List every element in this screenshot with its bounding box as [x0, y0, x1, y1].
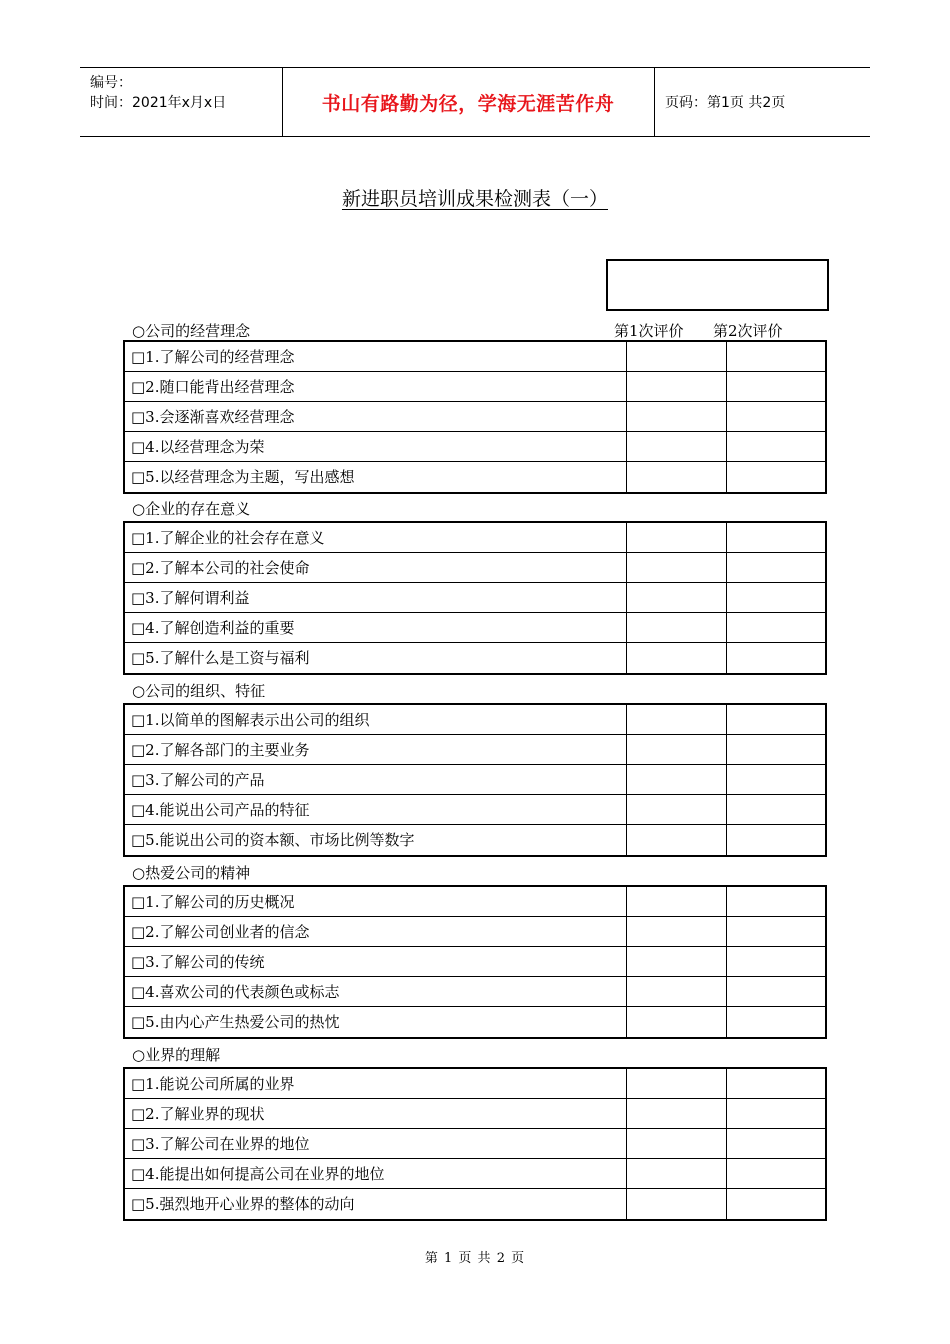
first-eval-cell[interactable] [627, 765, 727, 794]
table-row [125, 735, 825, 765]
first-eval-cell[interactable] [627, 947, 727, 976]
document-title-text: 新进职员培训成果检测表（一） [341, 188, 608, 210]
section-heading: ○业界的理解 [132, 1046, 221, 1064]
section-heading: ○企业的存在意义 [132, 500, 251, 518]
section-table [123, 703, 827, 857]
section-heading: ○热爱公司的精神 [132, 864, 251, 882]
second-eval-cell[interactable] [727, 462, 825, 492]
page-footer: 第 1 页 共 2 页 [424, 1251, 526, 1266]
table-row [125, 583, 825, 613]
header-left-cell [80, 68, 283, 136]
item-text: □3.了解公司的产品 [125, 765, 627, 794]
item-text: □1.了解公司的历史概况 [125, 887, 627, 916]
item-text: □4.以经营理念为荣 [125, 432, 627, 461]
second-eval-cell[interactable] [727, 1099, 825, 1128]
table-row [125, 372, 825, 402]
table-row [125, 825, 825, 855]
first-eval-cell[interactable] [627, 1189, 727, 1219]
table-row [125, 917, 825, 947]
table-row [125, 613, 825, 643]
section-heading: ○公司的经营理念 [132, 322, 251, 340]
number-label: 编号： [90, 75, 132, 91]
second-eval-cell[interactable] [727, 553, 825, 582]
column-header-second: 第2次评价 [713, 322, 783, 340]
motto-text: 书山有路勤为径，学海无涯苦作舟 [321, 92, 615, 115]
item-text: □5.能说出公司的资本额、市场比例等数字 [125, 825, 627, 855]
table-row [125, 643, 825, 673]
column-header-first: 第1次评价 [614, 322, 684, 340]
table-row [125, 765, 825, 795]
second-eval-cell[interactable] [727, 1129, 825, 1158]
first-eval-cell[interactable] [627, 432, 727, 461]
second-eval-cell[interactable] [727, 825, 825, 855]
first-eval-cell[interactable] [627, 735, 727, 764]
item-text: □2.随口能背出经营理念 [125, 372, 627, 401]
first-eval-cell[interactable] [627, 887, 727, 916]
first-eval-cell[interactable] [627, 523, 727, 552]
table-row [125, 1129, 825, 1159]
second-eval-cell[interactable] [727, 402, 825, 431]
second-eval-cell[interactable] [727, 765, 825, 794]
item-text: □1.了解公司的经营理念 [125, 342, 627, 371]
second-eval-cell[interactable] [727, 372, 825, 401]
document-title [0, 184, 950, 211]
table-row [125, 795, 825, 825]
table-row [125, 523, 825, 553]
time-line: 时间：2021年x月x日 [90, 95, 227, 111]
section-table [123, 340, 827, 494]
item-text: □2.了解公司创业者的信念 [125, 917, 627, 946]
second-eval-cell[interactable] [727, 705, 825, 734]
first-eval-cell[interactable] [627, 372, 727, 401]
item-text: □3.了解何谓利益 [125, 583, 627, 612]
first-eval-cell[interactable] [627, 643, 727, 673]
section-heading: ○公司的组织、特征 [132, 682, 266, 700]
header-page-info: 页码：第1页 共2页 [665, 95, 786, 111]
first-eval-cell[interactable] [627, 342, 727, 371]
first-eval-cell[interactable] [627, 795, 727, 824]
table-row [125, 1189, 825, 1219]
first-eval-cell[interactable] [627, 977, 727, 1006]
table-row [125, 342, 825, 372]
second-eval-cell[interactable] [727, 977, 825, 1006]
section-table [123, 885, 827, 1039]
item-text: □4.能提出如何提高公司在业界的地位 [125, 1159, 627, 1188]
document-header [80, 67, 870, 137]
first-eval-cell[interactable] [627, 705, 727, 734]
item-text: □3.了解公司在业界的地位 [125, 1129, 627, 1158]
first-eval-cell[interactable] [627, 613, 727, 642]
table-row [125, 705, 825, 735]
item-text: □3.会逐渐喜欢经营理念 [125, 402, 627, 431]
table-row [125, 462, 825, 492]
first-eval-cell[interactable] [627, 1099, 727, 1128]
item-text: □5.强烈地开心业界的整体的动向 [125, 1189, 627, 1219]
item-text: □4.了解创造利益的重要 [125, 613, 627, 642]
second-eval-cell[interactable] [727, 1189, 825, 1219]
header-motto-cell [282, 68, 655, 136]
second-eval-cell[interactable] [727, 887, 825, 916]
section-table [123, 521, 827, 675]
item-text: □4.喜欢公司的代表颜色或标志 [125, 977, 627, 1006]
second-eval-cell[interactable] [727, 342, 825, 371]
table-row [125, 553, 825, 583]
first-eval-cell[interactable] [627, 1007, 727, 1037]
first-eval-cell[interactable] [627, 402, 727, 431]
item-text: □1.以简单的图解表示出公司的组织 [125, 705, 627, 734]
first-eval-cell[interactable] [627, 462, 727, 492]
item-text: □1.能说公司所属的业界 [125, 1069, 627, 1098]
table-row [125, 947, 825, 977]
section-table [123, 1067, 827, 1221]
second-eval-cell[interactable] [727, 1007, 825, 1037]
item-text: □3.了解公司的传统 [125, 947, 627, 976]
second-eval-cell[interactable] [727, 523, 825, 552]
table-row [125, 887, 825, 917]
item-text: □4.能说出公司产品的特征 [125, 795, 627, 824]
first-eval-cell[interactable] [627, 553, 727, 582]
item-text: □2.了解业界的现状 [125, 1099, 627, 1128]
table-row [125, 1099, 825, 1129]
item-text: □5.由内心产生热爱公司的热忱 [125, 1007, 627, 1037]
second-eval-cell[interactable] [727, 917, 825, 946]
second-eval-cell[interactable] [727, 947, 825, 976]
table-row [125, 1069, 825, 1099]
table-row [125, 402, 825, 432]
item-text: □1.了解企业的社会存在意义 [125, 523, 627, 552]
second-eval-cell[interactable] [727, 1069, 825, 1098]
second-eval-cell[interactable] [727, 583, 825, 612]
item-text: □2.了解本公司的社会使命 [125, 553, 627, 582]
second-eval-cell[interactable] [727, 432, 825, 461]
first-eval-cell[interactable] [627, 1069, 727, 1098]
table-row [125, 977, 825, 1007]
second-eval-cell[interactable] [727, 735, 825, 764]
table-row [125, 1159, 825, 1189]
first-eval-cell[interactable] [627, 583, 727, 612]
first-eval-cell[interactable] [627, 825, 727, 855]
item-text: □2.了解各部门的主要业务 [125, 735, 627, 764]
table-row [125, 432, 825, 462]
second-eval-cell[interactable] [727, 795, 825, 824]
table-row [125, 1007, 825, 1037]
first-eval-cell[interactable] [627, 917, 727, 946]
second-eval-cell[interactable] [727, 613, 825, 642]
score-box[interactable] [606, 259, 829, 311]
second-eval-cell[interactable] [727, 1159, 825, 1188]
item-text: □5.以经营理念为主题，写出感想 [125, 462, 627, 492]
item-text: □5.了解什么是工资与福利 [125, 643, 627, 673]
second-eval-cell[interactable] [727, 643, 825, 673]
first-eval-cell[interactable] [627, 1129, 727, 1158]
first-eval-cell[interactable] [627, 1159, 727, 1188]
